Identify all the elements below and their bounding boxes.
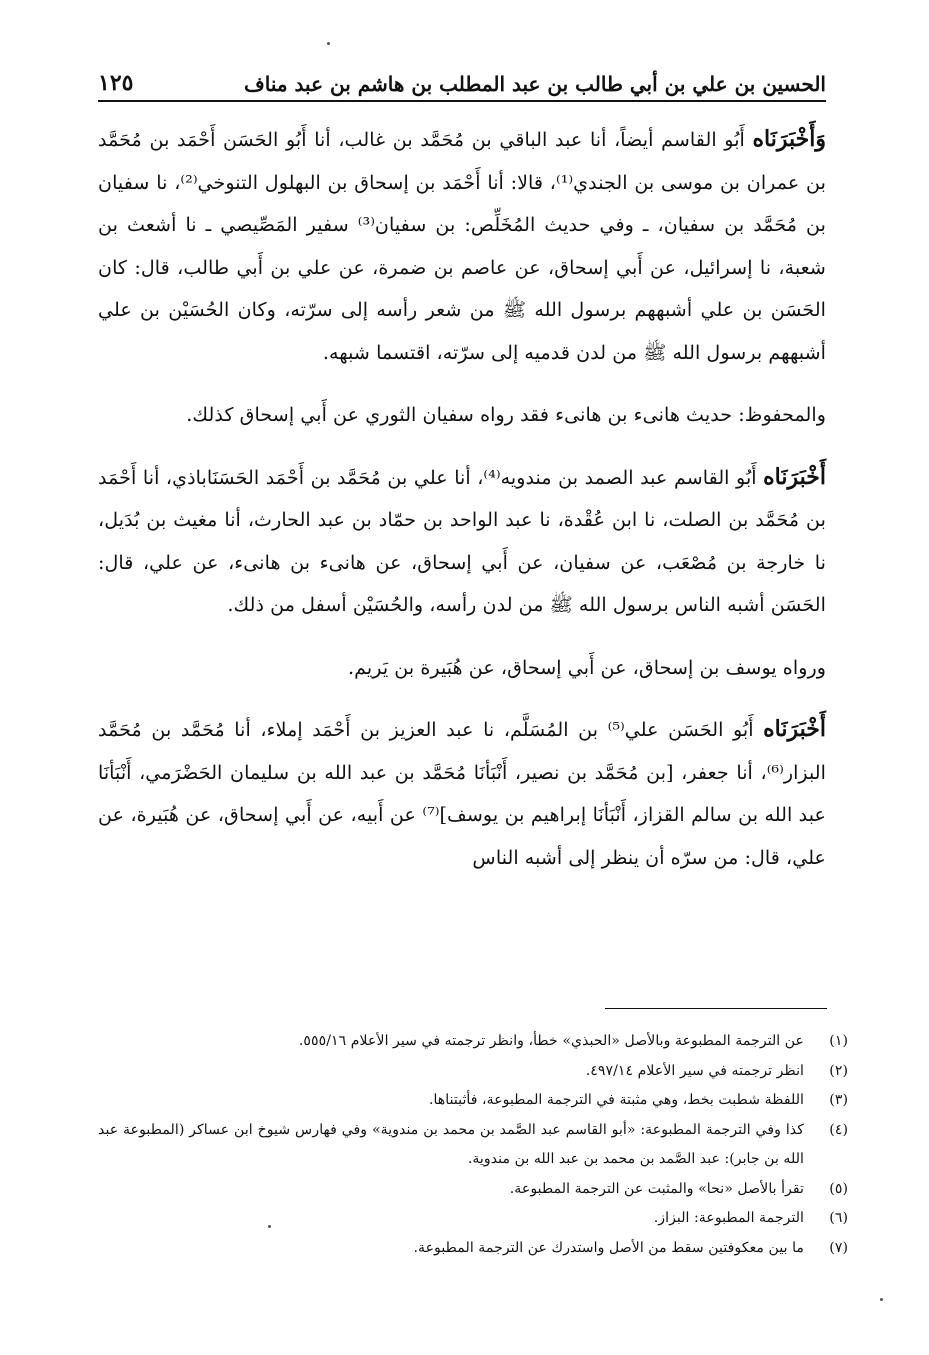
paragraph-text: أَبُو الحَسَن علي⁽⁵⁾ بن المُسَلَّم، نا عبد العزيز بن أَحْمَد إملاء، أنا مُحَمَّد بن مُحَمَّد البزار⁽⁶⁾، أنا جعفر، [بن مُحَمَّد بن نصير، أَنْبَأنَا مُحَمَّد بن عبد الله بن سليمان الحَضْرَمي، أَنْبَأنَا عبد الله بن سالم القزاز، أَنْبَأنَا إبراهيم بن يوسف]⁽⁷⁾ عن أَبيه، عن أَبي إسحاق، عن هُبَيرة، عن علي، قال: من سرّه أن ينظر إلى أشبه الناس (98, 718, 826, 869)
footnote-number: (٥) (829, 1180, 848, 1197)
page-number: ١٢٥ (98, 70, 134, 96)
running-header (98, 56, 826, 102)
footnote (98, 1204, 848, 1234)
footnote-text: عن الترجمة المطبوعة وبالأصل «الحبذي» خطأ، وانظر ترجمته في سير الأعلام ٥٥٥/١٦. (298, 1033, 804, 1049)
footnote-number: (١) (829, 1033, 848, 1049)
footnote (98, 1116, 848, 1175)
footnote-text: اللفظة شطبت بخط، وهي مثبتة في الترجمة المطبوعة، فأثبتناها. (428, 1092, 804, 1108)
footnote-text: ما بين معكوفتين سقط من الأصل واستدرك عن الترجمة المطبوعة. (413, 1239, 804, 1256)
paragraph-text: ورواه يوسف بن إسحاق، عن أَبي إسحاق، عن هُبَيرة بن يَريم. (348, 655, 826, 679)
footnote-number: (٣) (829, 1092, 848, 1108)
footnote (98, 1086, 848, 1116)
paragraph (98, 646, 826, 690)
paragraph-lead: أَخْبَرَنَاه (763, 716, 826, 742)
footnote-number: (٦) (829, 1210, 848, 1226)
paragraph (98, 393, 826, 437)
footnote-text: انظر ترجمته في سير الأعلام ٤٩٧/١٤. (585, 1062, 804, 1079)
footnote-number: (٧) (829, 1239, 848, 1256)
paragraph-text: أَبُو القاسم أيضاً، أنا عبد الباقي بن مُحَمَّد بن غالب، أنا أَبُو الحَسَن أَحْمَد بن مُحَمَّد بن عمران بن موسى بن الجندي⁽¹⁾، قالا: أنا أَحْمَد بن إسحاق بن البهلول التنوخي⁽²⁾، نا سفيان بن مُحَمَّد بن سفيان، ـ وفي حديث المُخَلِّص: بن سفيان⁽³⁾ سفير المَصِّيصي ـ نا أشعث بن شعبة، نا إسرائيل، عن أَبي إسحاق، عن عاصم بن ضمرة، عن علي بن أَبي طالب، قال: كان الحَسَن بن علي أشبههم برسول الله ﷺ من شعر رأسه إلى سرّته، وكان الحُسَيْن بن علي أشبههم برسول الله ﷺ من لدن قدميه إلى سرّته، اقتسما شبهه. (98, 128, 826, 364)
footnotes (98, 1027, 848, 1263)
footnote-text: الترجمة المطبوعة: البزاز. (653, 1210, 804, 1226)
paragraph (98, 708, 826, 879)
footnote (98, 1234, 848, 1264)
footnote-number: (٤) (829, 1121, 848, 1138)
footnote (98, 1027, 848, 1057)
footnote-text: كذا وفي الترجمة المطبوعة: «أبو القاسم عبد الصَّمد بن محمد بن مندوية» وفي فهارس شيوخ ابن عساكر (المطبوعة عبد الله بن جابر): عبد الصَّمد بن محمد بن عبد الله بن مندوية. (98, 1121, 804, 1167)
paragraph-lead: أَخْبَرَنَاه (763, 463, 826, 490)
header-title: الحسين بن علي بن أبي طالب بن عبد المطلب بن هاشم بن عبد مناف (244, 72, 826, 96)
footnote-number: (٢) (829, 1062, 848, 1079)
paragraph (98, 456, 826, 627)
paragraph (98, 118, 826, 374)
main-text (98, 118, 826, 879)
footnote-text: تقرأ بالأصل «نحا» والمثبت عن الترجمة المطبوعة. (509, 1180, 804, 1197)
scan-speck (268, 1225, 271, 1228)
paragraph-text: أَبُو القاسم عبد الصمد بن مندويه⁽⁴⁾، أنا علي بن مُحَمَّد بن أَحْمَد الحَسَنَاباذي، أنا أَحْمَد بن مُحَمَّد بن الصلت، نا ابن عُقْدة، نا عبد الواحد بن حمّاد بن عبد الحارث، أنا مغيث بن بُدَيل، نا خارجة بن مُصْعَب، عن سفيان، عن أَبي إسحاق، عن هانىء بن هانىء، عن علي، قال: الحَسَن أشبه الناس برسول الله ﷺ من لدن رأسه، والحُسَيْن أسفل من ذلك. (98, 465, 826, 616)
footnote (98, 1175, 848, 1205)
scan-speck (880, 1298, 883, 1301)
paragraph-lead: وَأَخْبَرَنَاه (752, 126, 826, 152)
footnote (98, 1057, 848, 1087)
paragraph-text: والمحفوظ: حديث هانىء بن هانىء فقد رواه سفيان الثوري عن أَبي إسحاق كذلك. (186, 403, 826, 426)
footnote-separator (605, 1008, 827, 1009)
scan-speck (327, 42, 330, 45)
